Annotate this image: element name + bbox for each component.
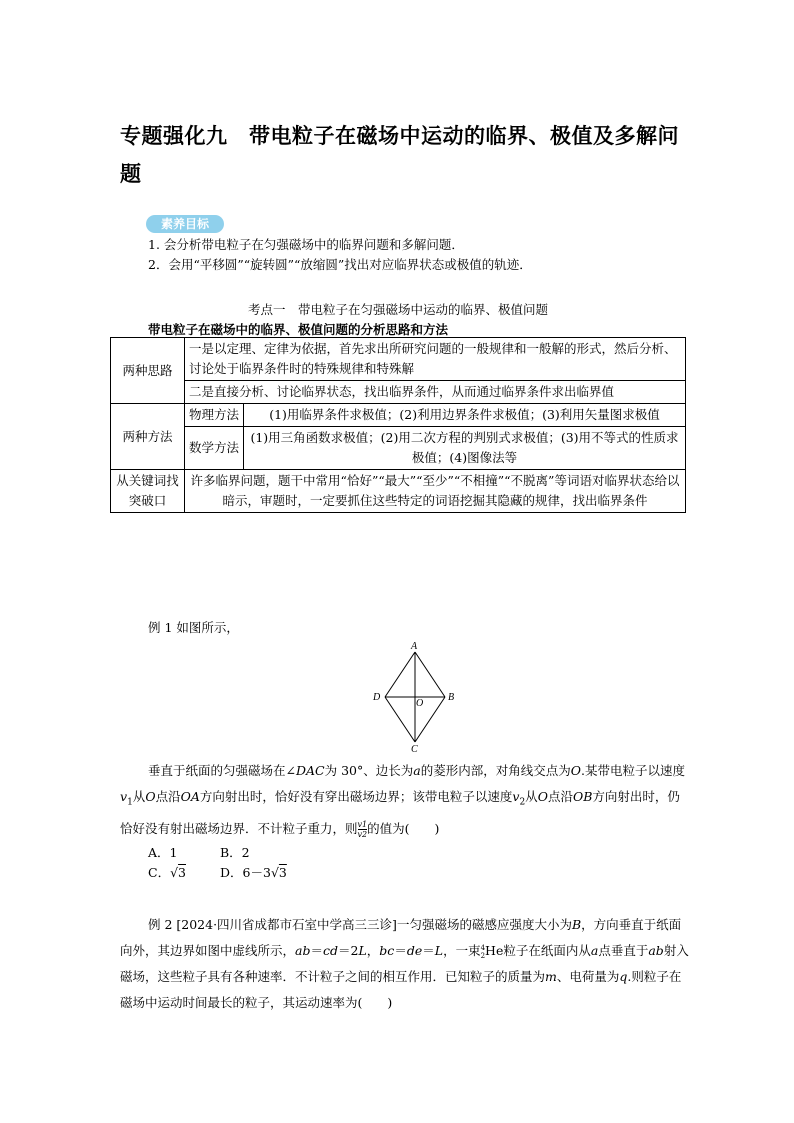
text: 从 [525,789,538,804]
text: 的菱形内部，对角线交点为 [420,763,571,778]
text: 点沿 [155,789,181,804]
table-cell: 二是直接分析、讨论临界状态，找出临界条件，从而通过临界条件求出临界值 [185,381,686,404]
label-b: B [448,692,455,703]
text: ＝ [394,943,407,958]
text: v [512,789,520,804]
table-head-two-ideas: 两种思路 [111,338,185,404]
text: 点垂直于 [598,943,649,958]
fraction-v1-v2 [358,820,368,839]
text: 方向射出时，恰好没有穿出磁场边界；该带电粒子以速度 [199,789,513,804]
literacy-goal-badge: 素养目标 [146,215,224,233]
option-d: D．6－3√3 [220,865,287,880]
text: 点沿 [547,789,573,804]
text: L [358,943,367,958]
text: ， [366,943,380,958]
table-row [111,427,686,470]
text: 2 [480,951,486,960]
text: ＝2 [338,943,359,958]
text: .某带电粒子以速度 [580,763,685,778]
text: ab [648,943,664,958]
text: 4 [480,943,486,952]
option-c: C．√3 [148,865,186,880]
text: 例 2 [2024·四川省成都市石室中学高三三诊]一匀强磁场的磁感应强度大小为 [148,917,572,932]
example-2-body [120,912,690,1016]
table-cell: 许多临界问题，题干中常用“恰好”“最大”“至少”“不相撞”“不脱离”等词语对临界状态给以暗示，审题时，一定要抓住这些特定的词语挖掘其隐藏的规律，找出临界条件 [185,470,686,513]
text: ，方向垂直于纸面向外，其边界如图中虚线所示， [120,917,682,958]
text: 2 [519,797,526,808]
text: 1 [127,797,133,808]
example-1-body [120,758,690,842]
text: He [485,943,504,958]
table-row [111,470,686,513]
text: B [571,917,582,932]
text: 3 [278,865,287,880]
table-row [111,404,686,427]
text: cd [323,943,339,958]
table-label-math: 数学方法 [185,427,244,470]
text: ＝ [422,943,435,958]
text: C． [148,865,171,880]
label-a: A [411,641,418,652]
table-label-physics: 物理方法 [185,404,244,427]
text: bc [379,943,395,958]
text: 射入磁场，这些粒子具有各种速率．不计粒子之间的相互作用．已知粒子的质量为 [120,943,689,984]
text: D．6－3 [220,865,271,880]
text: q [619,969,628,984]
text: ∠DAC [285,763,325,778]
text: m [545,969,557,984]
text: OA [180,789,200,804]
text: v [120,789,128,804]
section-title: 考点一 带电粒子在匀强磁场中运动的临界、极值问题 [247,302,548,317]
text: OB [572,789,593,804]
text: 垂直于纸面的匀强磁场在 [148,763,286,778]
goal-item-1: 1. 会分析带电粒子在匀强磁场中的临界问题和多解问题． [148,237,464,252]
text: 粒子在纸面内从 [503,943,591,958]
table-cell: 一是以定理、定律为依据，首先求出所研究问题的一般规律和一般解的形式，然后分析、讨论处于临界条件时的特殊规律和特殊解 [185,338,686,381]
text: ＝ [310,943,323,958]
text: O [537,789,548,804]
example-1-intro: 例 1 如图所示， [148,620,239,635]
text: a [590,943,599,958]
text: ，一束 [443,943,481,958]
text: a [413,763,421,778]
text: 3 [178,865,186,880]
text: .则粒子在磁场中运动时间最长的粒子，其运动速率为( ) [120,969,682,1010]
text: 方向射出时，仍恰好没有射出磁场边界．不计粒子重力，则 [120,789,680,836]
label-d: D [373,692,381,703]
table-head-keywords: 从关键词找突破口 [111,470,185,513]
table-row [111,381,686,404]
table-cell: (1)用临界条件求极值；(2)利用边界条件求极值；(3)利用矢量图求极值 [244,404,686,427]
text: de [406,943,423,958]
table-head-two-methods: 两种方法 [111,404,185,470]
text: ab [295,943,311,958]
text: 的值为( ) [367,820,440,836]
label-c: C [411,744,418,755]
text: O [570,763,581,778]
goal-item-2: 2．会用“平移圆”“旋转圆”“放缩圆”找出对应临界状态或极值的轨迹． [148,257,532,272]
options-row-1 [148,843,250,861]
rhombus-diagram [360,640,470,755]
text: L [434,943,444,958]
label-o: O [416,698,424,709]
option-b: B．2 [220,845,250,860]
fraction-denominator: v2 [357,829,368,839]
option-a: A．1 [148,845,178,860]
text: 从 [132,789,146,804]
options-row-2 [148,863,287,881]
text: 为 30°、边长为 [324,763,414,778]
section-subtitle: 带电粒子在磁场中的临界、极值问题的分析思路和方法 [148,322,449,337]
table-cell: (1)用三角函数求极值；(2)用二次方程的判别式求极值；(3)用不等式的性质求极值；(4)图像法等 [244,427,686,470]
text: O [145,789,156,804]
text: 、电荷量为 [556,969,620,984]
page-title: 专题强化九 带电粒子在磁场中运动的临界、极值及多解问题 [120,125,679,186]
table-row [111,338,686,381]
methods-table [110,337,686,513]
fraction-numerator: v1 [357,819,368,829]
